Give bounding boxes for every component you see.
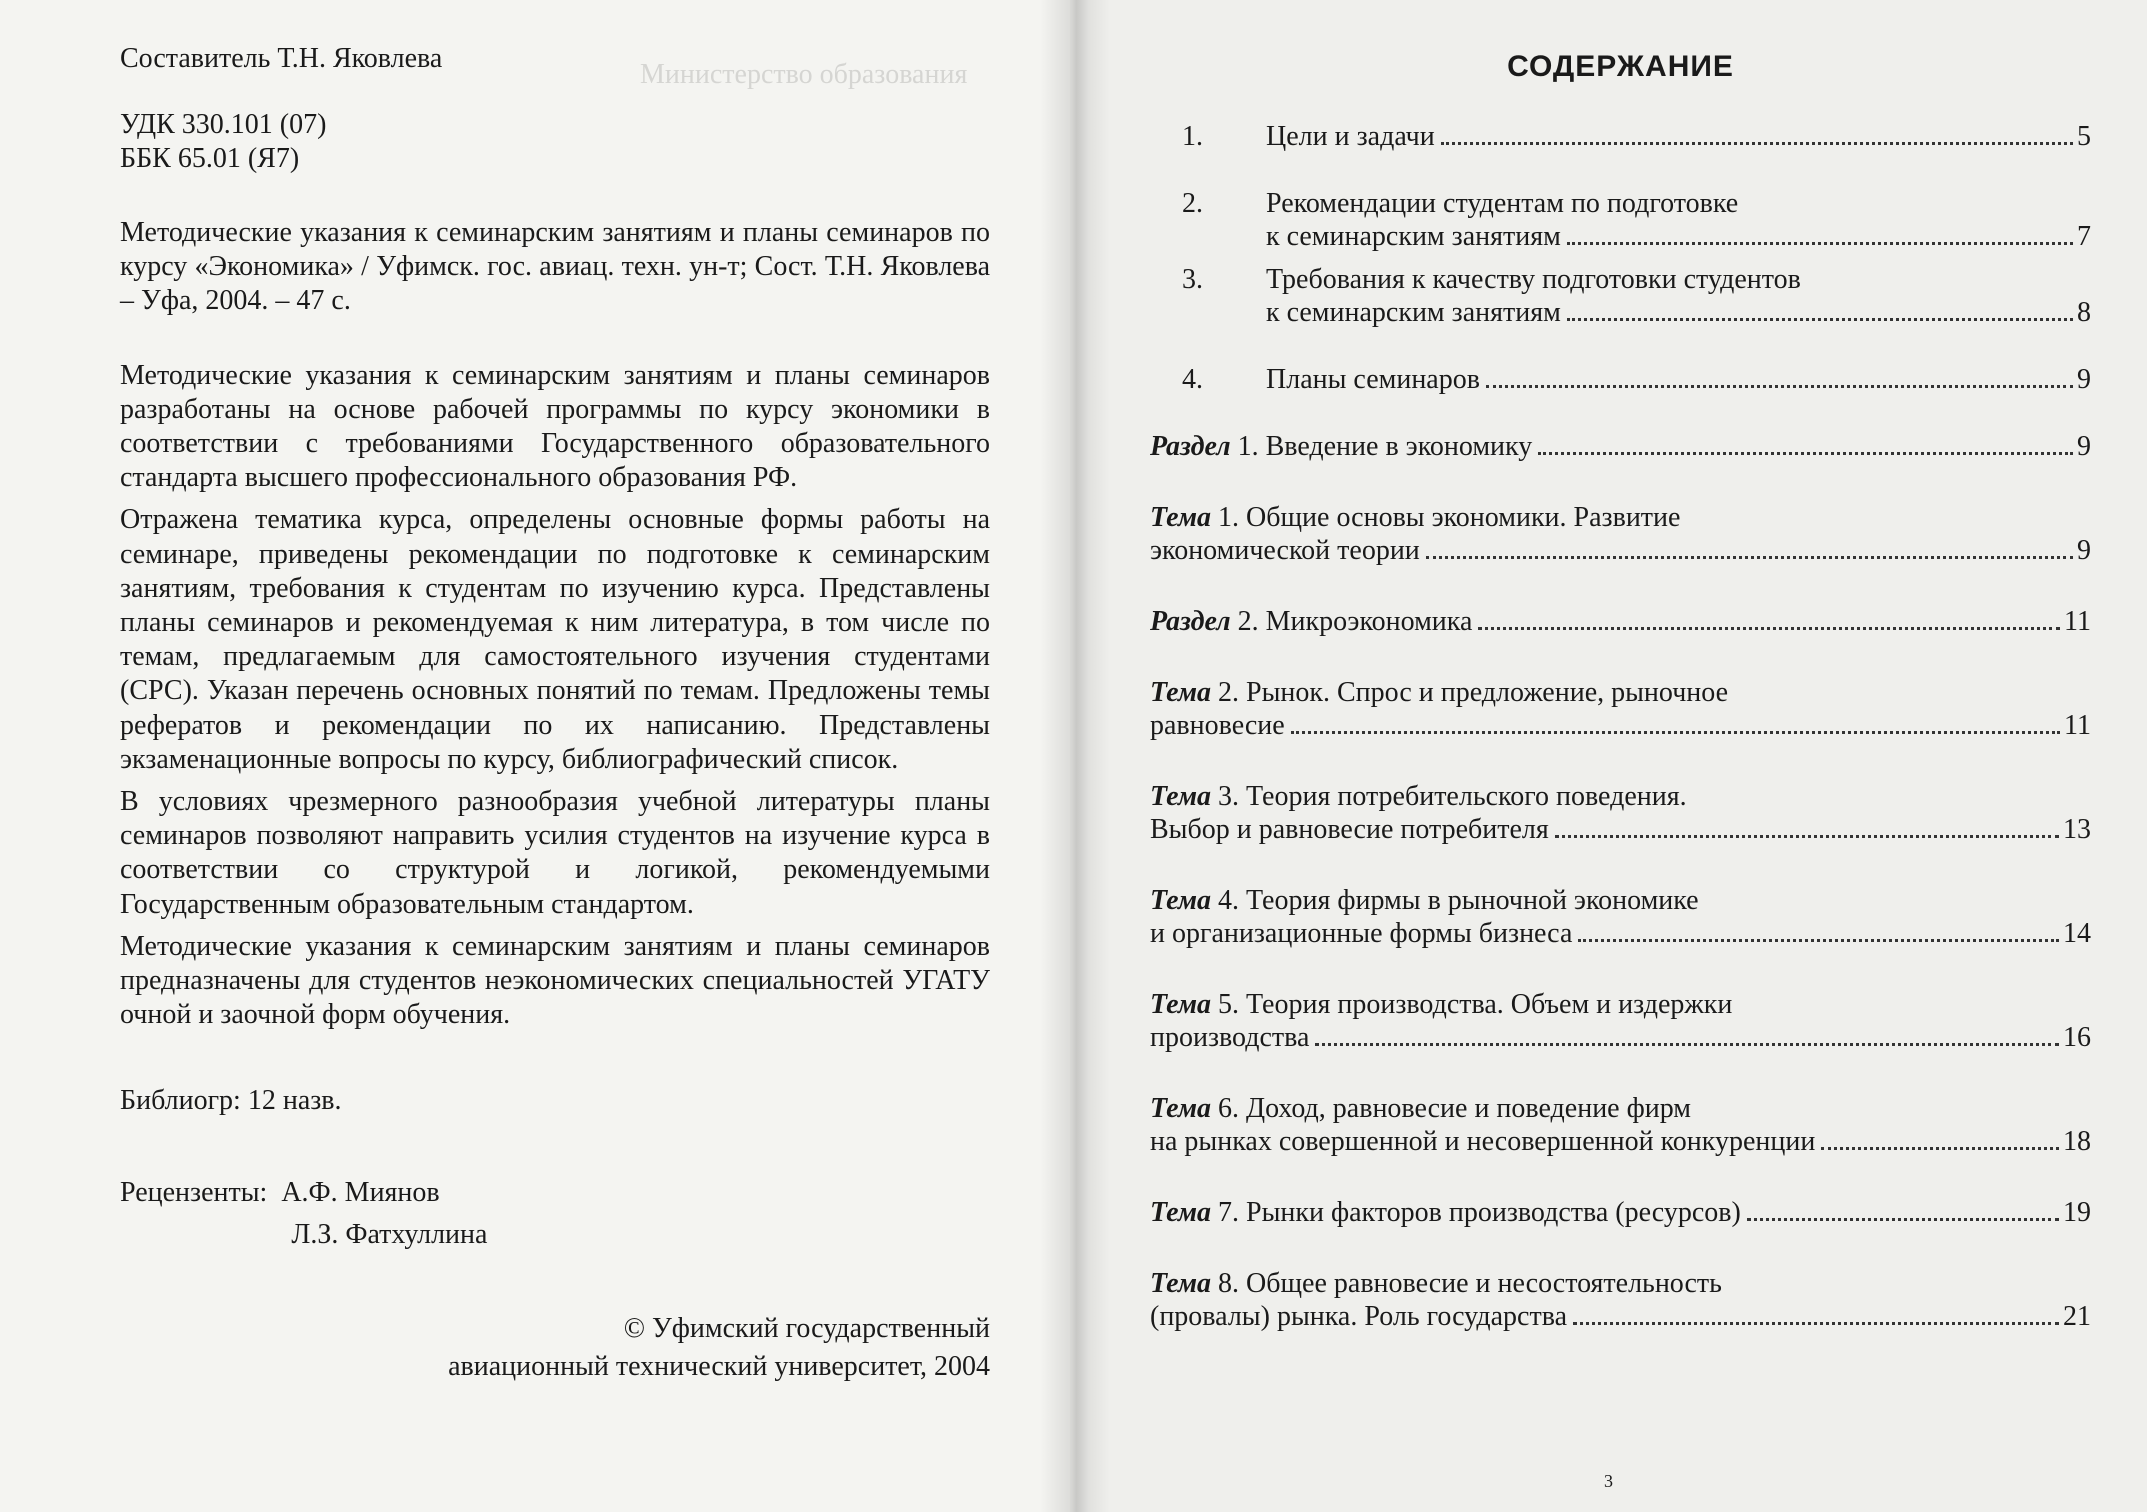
toc-leader-dots [1315, 1043, 2059, 1046]
toc-page-number: 9 [2077, 431, 2091, 462]
toc-line [1150, 363, 2091, 396]
toc-number: 2. [1182, 188, 1203, 219]
toc-label: Теория потребительского поведения. [1246, 781, 1687, 812]
toc-line [1150, 884, 2091, 917]
toc-text [1150, 1196, 2091, 1229]
toc-page-number: 7 [2077, 221, 2091, 252]
toc-lead: Тема [1150, 1093, 1212, 1124]
toc-leader-dots [1821, 1147, 2059, 1150]
toc-page-number: 9 [2077, 535, 2091, 566]
copyright-line: © Уфимский государственный [623, 1313, 990, 1345]
toc-line [1150, 813, 2091, 846]
toc-item [1150, 884, 2091, 950]
toc-lead: Тема [1150, 502, 1212, 533]
bbk-code: ББК 65.01 (Я7) [120, 143, 300, 174]
toc-text [1230, 363, 2091, 396]
toc-text [1230, 187, 2091, 220]
toc-text [1150, 501, 2091, 534]
toc-label: экономической теории [1150, 535, 1420, 566]
toc-lead: Тема [1150, 781, 1212, 812]
toc-text [1150, 917, 2091, 950]
toc-label: на рынках совершенной и несовершенной конкуренции [1150, 1126, 1816, 1157]
toc-entry-number: 8. [1218, 1268, 1240, 1299]
toc-line [1150, 676, 2091, 709]
toc-lead: Тема [1150, 1197, 1212, 1228]
toc-line [1150, 220, 2091, 253]
toc-page-number: 13 [2063, 814, 2091, 845]
toc-line [1150, 187, 2091, 220]
toc-numbered-item [1150, 263, 2091, 329]
toc-entry-number: 5. [1218, 989, 1240, 1020]
citation: Методические указания к семинарским занятиям и планы семинаров по курсу «Экономика» / Уфимск. гос. авиац. техн. ун-т; Сост. Т.Н. Яковлева – Уфа, 2004. – 47 с. [120, 217, 990, 317]
toc-leader-dots [1291, 731, 2060, 734]
toc-text [1150, 988, 2091, 1021]
toc-label: к семинарским занятиям [1266, 221, 1561, 252]
toc-label: Теория фирмы в рыночной экономике [1246, 885, 1699, 916]
toc-lead: Тема [1150, 1268, 1212, 1299]
toc-line [1150, 501, 2091, 534]
toc-line [1150, 709, 2091, 742]
toc-lead: Тема [1150, 885, 1212, 916]
toc-page-number: 19 [2063, 1197, 2091, 1228]
udk-code: УДК 330.101 (07) [120, 109, 327, 140]
toc-text [1230, 263, 2091, 296]
toc-text [1230, 120, 2091, 153]
toc-label: Выбор и равновесие потребителя [1150, 814, 1549, 845]
toc-line [1150, 296, 2091, 329]
toc-text [1150, 1125, 2091, 1158]
toc-line [1150, 430, 2091, 463]
toc-label: Рынок. Спрос и предложение, рыночное [1246, 677, 1729, 708]
right-page [1070, 0, 2147, 1512]
citation-block [120, 216, 990, 319]
toc-text [1150, 1021, 2091, 1054]
toc-entry-number: 3. [1218, 781, 1240, 812]
toc-line [1150, 1196, 2091, 1229]
toc-leader-dots [1573, 1322, 2059, 1325]
toc-page-number: 11 [2064, 606, 2091, 637]
bleed-through-text: Министерство образования [640, 59, 968, 90]
toc-numbered-item [1150, 363, 2091, 396]
toc-page-number: 18 [2063, 1126, 2091, 1157]
annotation [120, 359, 990, 1033]
toc-line [1150, 605, 2091, 638]
toc-text [1150, 534, 2091, 567]
toc-label: Теория производства. Объем и издержки [1246, 989, 1733, 1020]
toc-line [1150, 1092, 2091, 1125]
compiler: Составитель Т.Н. Яковлева [120, 43, 443, 74]
left-page [0, 0, 1070, 1512]
toc-text [1150, 1267, 2091, 1300]
toc-page-number: 9 [2077, 364, 2091, 395]
toc-text [1230, 296, 2091, 329]
copyright [120, 1310, 990, 1386]
toc-label: равновесие [1150, 710, 1285, 741]
toc-text [1230, 220, 2091, 253]
toc-page-number: 11 [2064, 710, 2091, 741]
toc-page-number: 14 [2063, 918, 2091, 949]
annotation-paragraph: Отражена тематика курса, определены основные формы работы на семинаре, приведены рекомендации по подготовке к семинарским занятиям, требования к студентам по изучению курса. Представлены планы семинаров и рекомендуемая к ним литература, в том числе по темам, предлагаемым для самостоятельного изучения студентами (СРС). Указан перечень основных понятий по темам. Предложены темы рефератов и рекомендации по их написанию. Представлены экзаменационные вопросы по курсу, библиографический список. [120, 504, 990, 775]
toc-page-number: 5 [2077, 121, 2091, 152]
reviewers-label: Рецензенты: [120, 1177, 268, 1209]
table-of-contents [1150, 120, 2091, 1333]
reviewer: Л.З. Фатхуллина [291, 1219, 488, 1251]
toc-line [1150, 1125, 2091, 1158]
toc-number: 3. [1182, 264, 1203, 295]
toc-label: Требования к качеству подготовки студентов [1266, 264, 1801, 295]
toc-page-number: 16 [2063, 1022, 2091, 1053]
toc-entry-number: 4. [1218, 885, 1240, 916]
toc-leader-dots [1478, 627, 2060, 630]
toc-text [1150, 709, 2091, 742]
annotation-paragraph: Методические указания к семинарским занятиям и планы семинаров предназначены для студентов неэкономических специальностей УГАТУ очной и заочной форм обучения. [120, 930, 990, 1031]
reviewer: А.Ф. Миянов [281, 1177, 440, 1209]
copyright-line: авиационный технический университет, 2004 [448, 1351, 990, 1383]
toc-text [1150, 780, 2091, 813]
toc-item [1150, 988, 2091, 1054]
toc-label: производства [1150, 1022, 1310, 1053]
toc-text [1150, 430, 2091, 463]
page-number: 3 [1604, 1471, 1613, 1491]
toc-leader-dots [1538, 452, 2073, 455]
reviewer-names [281, 1172, 487, 1256]
toc-text [1150, 1092, 2091, 1125]
toc-item [1150, 1267, 2091, 1333]
toc-numbered-item [1150, 187, 2091, 253]
toc-label: к семинарским занятиям [1266, 297, 1561, 328]
toc-number: 4. [1182, 364, 1203, 395]
toc-leader-dots [1747, 1218, 2059, 1221]
toc-entry-number: 7. [1218, 1197, 1240, 1228]
toc-label: Цели и задачи [1266, 121, 1435, 152]
toc-leader-dots [1441, 142, 2073, 145]
toc-label: и организационные формы бизнеса [1150, 918, 1573, 949]
annotation-paragraph: Методические указания к семинарским занятиям и планы семинаров разработаны на основе рабочей программы по курсу экономики в соответствии с требованиями Государственного образовательного стандарта высшего профессионального образования РФ. [120, 359, 990, 494]
toc-leader-dots [1486, 385, 2073, 388]
toc-entry-number: 1. [1237, 431, 1259, 462]
toc-leader-dots [1555, 835, 2059, 838]
toc-line [1150, 780, 2091, 813]
toc-leader-dots [1567, 242, 2073, 245]
toc-label: Доход, равновесие и поведение фирм [1246, 1093, 1692, 1124]
toc-label: Введение в экономику [1265, 431, 1533, 462]
annotation-paragraph: В условиях чрезмерного разнообразия учебной литературы планы семинаров позволяют направить усилия студентов на изучение курса в соответствии со структурой и логикой, рекомендуемыми Государственным образовательным стандартом. [120, 786, 990, 920]
reviewers [120, 1172, 990, 1256]
toc-item [1150, 1196, 2091, 1229]
bibliography-count: Библиогр: 12 назв. [120, 1085, 342, 1117]
toc-line [1150, 1267, 2091, 1300]
toc-lead: Тема [1150, 989, 1212, 1020]
toc-text [1150, 884, 2091, 917]
toc-label: Микроэкономика [1265, 606, 1473, 637]
toc-entry-number: 1. [1218, 502, 1240, 533]
toc-label: Рынки факторов производства (ресурсов) [1246, 1197, 1741, 1228]
toc-number: 1. [1182, 121, 1203, 152]
toc-line [1150, 917, 2091, 950]
toc-item [1150, 1092, 2091, 1158]
toc-line [1150, 120, 2091, 153]
toc-label: Планы семинаров [1266, 364, 1480, 395]
toc-item [1150, 430, 2091, 463]
toc-page-number: 8 [2077, 297, 2091, 328]
toc-lead: Раздел [1150, 431, 1231, 462]
toc-item [1150, 676, 2091, 742]
bibliographic-info [120, 42, 990, 176]
toc-line [1150, 1021, 2091, 1054]
toc-page-number: 21 [2063, 1301, 2091, 1332]
toc-label: Общие основы экономики. Развитие [1246, 502, 1681, 533]
toc-text [1150, 1300, 2091, 1333]
toc-text [1150, 605, 2091, 638]
toc-label: Рекомендации студентам по подготовке [1266, 188, 1739, 219]
toc-leader-dots [1578, 939, 2059, 942]
toc-line [1150, 534, 2091, 567]
toc-label: (провалы) рынка. Роль государства [1150, 1301, 1567, 1332]
toc-line [1150, 988, 2091, 1021]
toc-item [1150, 780, 2091, 846]
toc-entry-number: 2. [1237, 606, 1259, 637]
toc-item [1150, 501, 2091, 567]
toc-entry-number: 6. [1218, 1093, 1240, 1124]
toc-leader-dots [1426, 556, 2073, 559]
toc-lead: Тема [1150, 677, 1212, 708]
toc-leader-dots [1567, 318, 2073, 321]
page-title: СОДЕРЖАНИЕ [1507, 50, 1734, 83]
toc-lead: Раздел [1150, 606, 1231, 637]
toc-label: Общее равновесие и несостоятельность [1246, 1268, 1722, 1299]
toc-item [1150, 605, 2091, 638]
toc-text [1150, 676, 2091, 709]
toc-line [1150, 1300, 2091, 1333]
toc-line [1150, 263, 2091, 296]
toc-text [1150, 813, 2091, 846]
toc-numbered-item [1150, 120, 2091, 153]
toc-entry-number: 2. [1218, 677, 1240, 708]
